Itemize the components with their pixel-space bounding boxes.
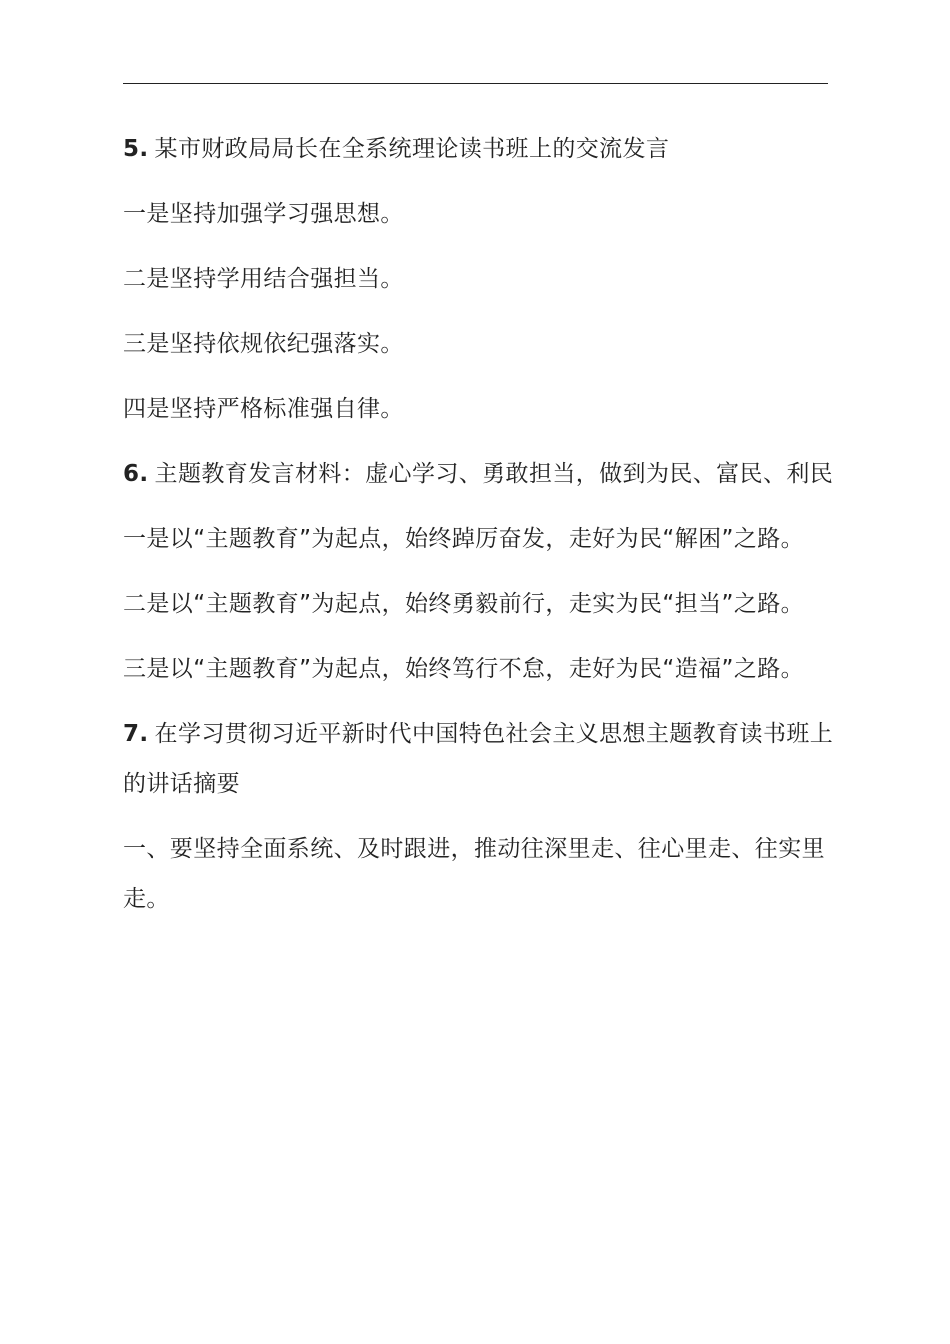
section-number: 6. [123, 461, 149, 487]
section-number: 7. [123, 721, 149, 747]
section-title: 某市财政局局长在全系统理论读书班上的交流发言 [154, 136, 670, 162]
section-5-point-2: 二是坚持学用结合强担当。 [123, 266, 404, 292]
section-5-point-3: 三是坚持依规依纪强落实。 [123, 331, 404, 357]
section-number: 5. [123, 136, 149, 162]
section-6-point-3: 三是以“主题教育”为起点，始终笃行不怠，走好为民“造福”之路。 [123, 656, 805, 682]
section-5-point-1: 一是坚持加强学习强思想。 [123, 201, 404, 227]
section-7-point-1: 一、要坚持全面系统、及时跟进，推动往深里走、往心里走、往实里走。 [123, 836, 825, 912]
section-7-heading [123, 709, 841, 809]
document-body [123, 124, 841, 939]
section-title: 主题教育发言材料：虚心学习、勇敢担当，做到为民、富民、利民 [154, 461, 834, 487]
section-5-point-4: 四是坚持严格标准强自律。 [123, 396, 404, 422]
header-rule [123, 83, 828, 84]
section-6-point-2: 二是以“主题教育”为起点，始终勇毅前行，走实为民“担当”之路。 [123, 591, 805, 617]
section-title: 在学习贯彻习近平新时代中国特色社会主义思想主题教育读书班上的讲话摘要 [123, 721, 834, 797]
section-6-heading [123, 449, 841, 499]
section-5-heading [123, 124, 841, 174]
section-6-point-1: 一是以“主题教育”为起点，始终踔厉奋发，走好为民“解困”之路。 [123, 526, 805, 552]
